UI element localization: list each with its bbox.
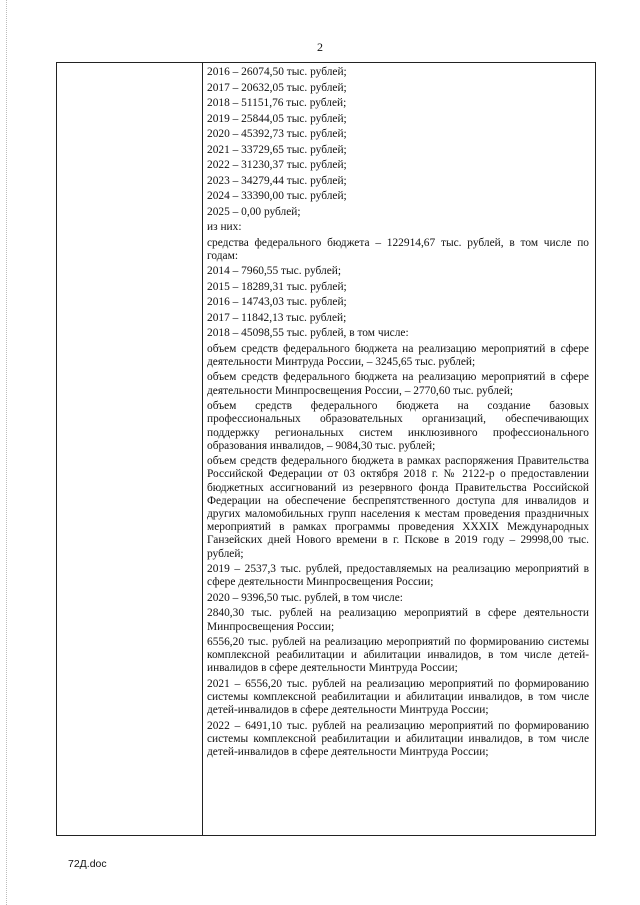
list-item: 2021 – 33729,65 тыс. рублей;	[207, 143, 347, 156]
list-item: 2025 – 0,00 рублей;	[207, 205, 301, 218]
list-item: 2020 – 9396,50 тыс. рублей, в том числе:	[207, 591, 403, 604]
file-name-footer: 72Д.doc	[68, 858, 107, 870]
list-item: 2024 – 33390,00 тыс. рублей;	[207, 190, 347, 202]
list-item: 2023 – 34279,44 тыс. рублей;	[207, 174, 347, 187]
list-item: 2014 – 7960,55 тыс. рублей;	[207, 265, 342, 278]
table-right-column	[203, 63, 595, 762]
table-frame	[56, 62, 596, 836]
list-item: 2017 – 20632,05 тыс. рублей;	[207, 81, 347, 94]
table-left-column	[57, 63, 203, 835]
list-item: объем средств федерального бюджета на реализацию мероприятий в сфере деятельности Минпросвещения России, – 2770,60 тыс. рублей;	[207, 371, 589, 397]
list-item: из них:	[207, 221, 242, 233]
list-item: 2840,30 тыс. рублей на реализацию мероприятий в сфере деятельности Минпросвещения России;	[207, 607, 589, 633]
page-number: 2	[317, 40, 323, 54]
list-item: 2020 – 45392,73 тыс. рублей;	[207, 128, 347, 140]
list-item: объем средств федерального бюджета на создание базовых профессиональных образовательных организаций, обеспечивающих поддержку региональных систем инклюзивного профессионального образования инвалидов, – 9084,30 тыс. рублей;	[207, 400, 589, 452]
list-item: 2016 – 26074,50 тыс. рублей;	[207, 66, 347, 78]
list-item: 2015 – 18289,31 тыс. рублей;	[207, 280, 347, 293]
list-item: 2019 – 25844,05 тыс. рублей;	[207, 112, 347, 125]
list-item: 2021 – 6556,20 тыс. рублей на реализацию мероприятий по формированию системы комплексной реабилитации и абилитации инвалидов, в том числе детей-инвалидов в сфере деятельности Минтруда России;	[207, 677, 589, 717]
scan-edge	[6, 0, 8, 905]
list-item: 2022 – 31230,37 тыс. рублей;	[207, 159, 347, 171]
list-item: объем средств федерального бюджета на реализацию мероприятий в сфере деятельности Минтруда России, – 3245,65 тыс. рублей;	[207, 342, 589, 368]
list-item: объем средств федерального бюджета в рамках распоряжения Правительства Российской Федерации от 03 октября 2018 г. № 2122-р о предоставлении бюджетных ассигнований из резервного фонда Правительства Российской Федерации на обеспечение беспрепятственного доступа для инвалидов и других маломобильных групп населения к местам проведения праздничных мероприятий в рамках программы проведения XXXIX Международных Ганзейских дней Нового времени в г. Пскове в 2019 году – 29998,00 тыс. рублей;	[207, 455, 589, 560]
list-item: средства федерального бюджета – 122914,67 тыс. рублей, в том числе по годам:	[207, 236, 589, 262]
list-item: 2017 – 11842,13 тыс. рублей;	[207, 311, 347, 324]
list-item: 2018 – 45098,55 тыс. рублей, в том числе:	[207, 327, 409, 340]
list-item: 2019 – 2537,3 тыс. рублей, предоставляемых на реализацию мероприятий в сфере деятельности Минпросвещения России;	[207, 563, 589, 589]
list-item: 2016 – 14743,03 тыс. рублей;	[207, 296, 347, 309]
list-item: 2018 – 51151,76 тыс. рублей;	[207, 97, 347, 109]
list-item: 2022 – 6491,10 тыс. рублей на реализацию мероприятий по формированию системы комплексной реабилитации и абилитации инвалидов, в том числе детей-инвалидов в сфере деятельности Минтруда России;	[207, 719, 589, 759]
list-item: 6556,20 тыс. рублей на реализацию мероприятий по формированию системы комплексной реабилитации и абилитации инвалидов, в том числе детей-инвалидов в сфере деятельности Минтруда России;	[207, 636, 589, 675]
